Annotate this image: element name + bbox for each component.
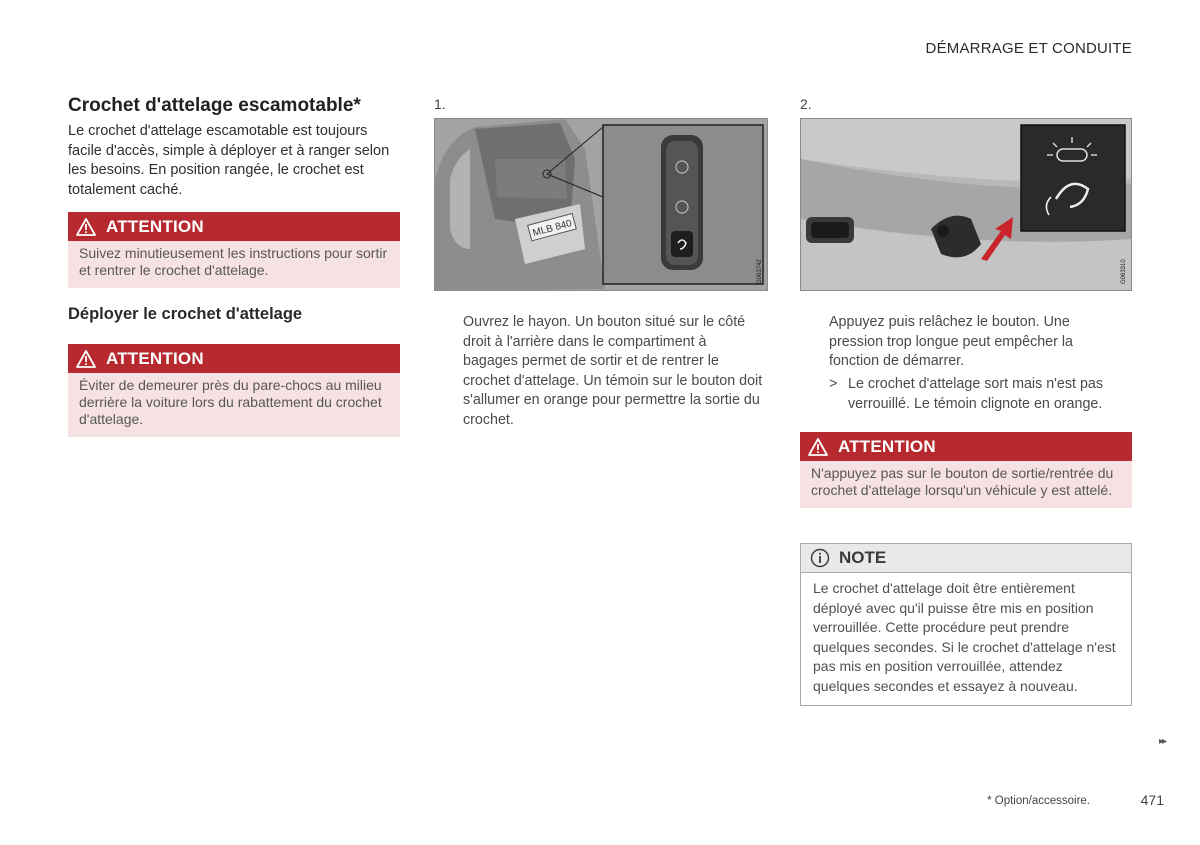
warning-label: ATTENTION <box>838 436 936 456</box>
warning-box-3 <box>800 432 1132 508</box>
note-box <box>800 543 1132 706</box>
warning-text: Suivez minutieusement les instructions pour sortir et rentrer le crochet d'attelage. <box>79 245 388 278</box>
next-page-marker: ▸▸ <box>1158 736 1165 747</box>
page-number: 471 <box>1140 792 1164 808</box>
section-title: DÉMARRAGE ET CONDUITE <box>925 40 1132 57</box>
figure-code: G063742 <box>757 259 763 284</box>
step-2-text: Appuyez puis relâchez le bouton. Une pression trop longue peut empêcher la fonction de démarrer. <box>829 314 1073 369</box>
step-1-number: 1. <box>434 96 446 112</box>
step-1-illustration <box>434 118 768 291</box>
warning-text: Éviter de demeurer près du pare-chocs au milieu derrière la voiture lors du rabattement du crochet d'attelage. <box>79 377 382 427</box>
step-2-result <box>829 375 1129 414</box>
warning-label: ATTENTION <box>106 348 204 368</box>
license-plate-text: MLB 840 <box>531 218 574 240</box>
footnote: * Option/accessoire. <box>987 795 1090 807</box>
warning-label: ATTENTION <box>106 216 204 236</box>
note-header <box>801 544 1131 573</box>
result-text: Le crochet d'attelage sort mais n'est pas verrouillé. Le témoin clignote en orange. <box>848 376 1103 412</box>
note-label: NOTE <box>839 548 887 567</box>
warning-header <box>68 212 400 241</box>
result-marker: > <box>829 376 838 392</box>
step-2-illustration <box>800 118 1132 291</box>
page-title: Crochet d'attelage escamotable* <box>68 95 361 116</box>
warning-triangle-icon <box>808 438 828 456</box>
note-text: Le crochet d'attelage doit être entièrement déployé avec qu'il puisse être mis en position verrouillée. Cette procédure peut prendre quelques secondes. Si le crochet d'attelage n'est pas mis en position verrouillée, attendez quelques secondes et essayez à nouveau. <box>813 580 1116 694</box>
warning-header <box>68 344 400 373</box>
warning-triangle-icon <box>76 350 96 368</box>
figure-code: G063310 <box>1121 259 1127 284</box>
warning-header <box>800 432 1132 461</box>
warning-box-2 <box>68 344 400 437</box>
section-subtitle: Déployer le crochet d'attelage <box>68 305 303 323</box>
warning-text: N'appuyez pas sur le bouton de sortie/rentrée du crochet d'attelage lorsqu'un véhicule y est attelé. <box>811 465 1114 498</box>
step-2-number: 2. <box>800 96 812 112</box>
warning-triangle-icon <box>76 218 96 236</box>
warning-box-1 <box>68 212 400 288</box>
info-icon <box>810 548 830 568</box>
intro-paragraph: Le crochet d'attelage escamotable est toujours facile d'accès, simple à déployer et à ranger selon les besoins. En position rangée, le crochet est totalement caché. <box>68 123 390 198</box>
step-1-text: Ouvrez le hayon. Un bouton situé sur le côté droit à l'arrière dans le compartiment à bagages permet de sortir et de rentrer le crochet d'attelage. Un témoin sur le bouton doit s'allumer en orange pour permettre la sortie du crochet. <box>463 314 763 428</box>
